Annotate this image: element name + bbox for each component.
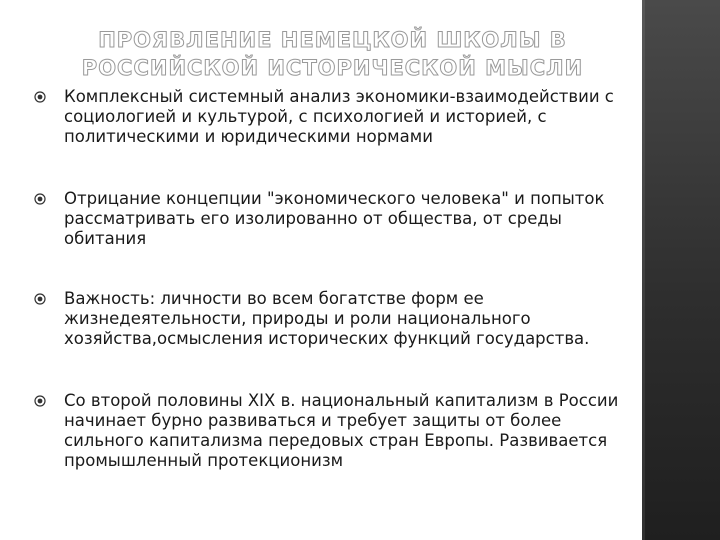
list-item [32,189,637,249]
list-item [32,87,637,147]
radio-circle-icon [34,395,46,407]
bullet-text: Важность: личности во всем богатстве форм ее жизнедеятельности, природы и роли национального хозяйства,осмысления исторических функций государства. [64,289,590,348]
bullet-text: Комплексный системный анализ экономики-взаимодействии с социологией и культурой, с психологией и историей, с политическими и юридическими нормами [64,87,614,146]
slide-title: ПРОЯВЛЕНИЕ НЕМЕЦКОЙ ШКОЛЫ В РОССИЙСКОЙ ИСТОРИЧЕСКОЙ МЫСЛИ [81,28,584,80]
radio-circle-icon [34,293,46,305]
list-item [32,391,637,471]
radio-circle-icon [34,91,46,103]
list-item [32,289,637,349]
bullet-text: Отрицание концепции "экономического человека" и попыток рассматривать его изолированно от общества, от среды обитания [64,189,605,248]
side-panel-decoration [642,0,720,540]
bullet-text: Со второй половины XIX в. национальный капитализм в России начинает бурно развиваться и требует защиты от более сильного капитализма передовых стран Европы. Развивается промышленный протекционизм [64,391,619,470]
bullet-list [32,87,637,471]
radio-circle-icon [34,193,46,205]
